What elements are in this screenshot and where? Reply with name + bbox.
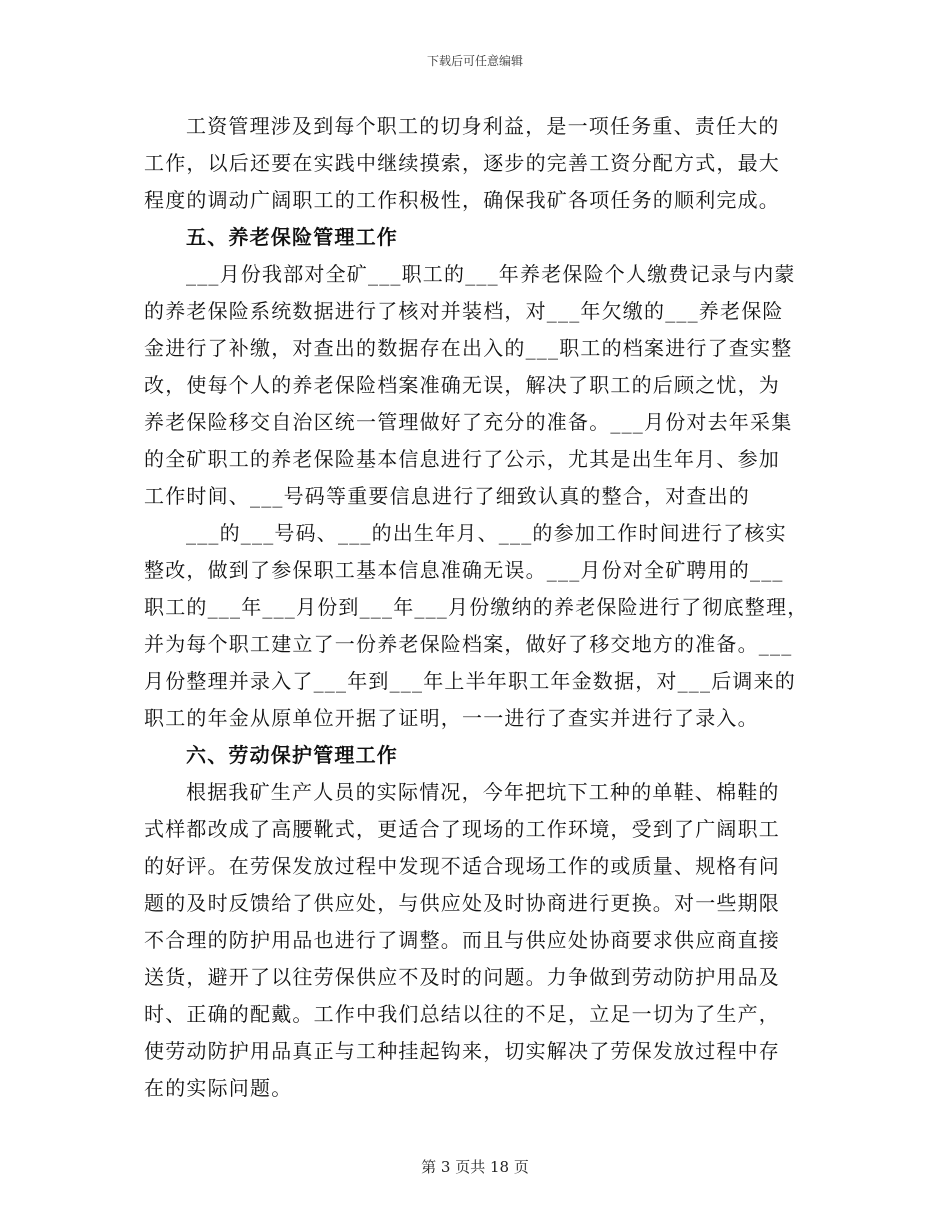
paragraph-line: 工作时间、___号码等重要信息进行了细致认真的整合，对查出的 — [144, 484, 750, 508]
page-number: 第 3 页共 18 页 — [421, 1158, 529, 1176]
paragraph-line: 改，使每个人的养老保险档案准确无误，解决了职工的后顾之忧，为 — [144, 373, 780, 397]
paragraph-line: 程度的调动广阔职工的工作积极性，确保我矿各项任务的顺利完成。 — [144, 188, 780, 212]
section-heading: 五、养老保险管理工作 — [186, 225, 398, 249]
paragraph-line: 金进行了补缴，对查出的数据存在出入的___职工的档案进行了查实整 — [144, 336, 793, 360]
paragraph-line: 工资管理涉及到每个职工的切身利益，是一项任务重、责任大的 — [186, 114, 780, 138]
page-header: 下载后可任意编辑 — [426, 54, 523, 68]
paragraph-line: 职工的___年___月份到___年___月份缴纳的养老保险进行了彻底整理， — [144, 595, 809, 619]
paragraph-line: 职工的年金从原单位开据了证明，一一进行了查实并进行了录入。 — [144, 706, 759, 730]
paragraph-line: 式样都改成了高腰靴式，更适合了现场的工作环境，受到了广阔职工 — [144, 817, 780, 841]
paragraph-line: 的好评。在劳保发放过程中发现不适合现场工作的或质量、规格有问 — [144, 854, 780, 878]
paragraph-line: 养老保险移交自治区统一管理做好了充分的准备。___月份对去年采集 — [144, 410, 793, 434]
section-heading: 六、劳动保护管理工作 — [186, 743, 398, 767]
paragraph-line: 在的实际问题。 — [144, 1076, 293, 1100]
paragraph-line: 工作，以后还要在实践中继续摸索，逐步的完善工资分配方式，最大 — [144, 151, 780, 175]
paragraph-line: ___月份我部对全矿___职工的___年养老保险个人缴费记录与内蒙 — [186, 262, 796, 286]
paragraph-line: 整改，做到了参保职工基本信息准确无误。___月份对全矿聘用的___ — [144, 558, 784, 582]
paragraph-line: 月份整理并录入了___年到___年上半年职工年金数据，对___后调来的 — [144, 669, 796, 693]
paragraph-line: 题的及时反馈给了供应处，与供应处及时协商进行更换。对一些期限 — [144, 891, 780, 915]
paragraph-line: 使劳动防护用品真正与工种挂起钩来，切实解决了劳保发放过程中存 — [144, 1039, 780, 1063]
paragraph-line: 并为每个职工建立了一份养老保险档案，做好了移交地方的准备。___ — [144, 632, 793, 656]
paragraph-line: 的全矿职工的养老保险基本信息进行了公示，尤其是出生年月、参加 — [144, 447, 780, 471]
paragraph-line: 时、正确的配戴。工作中我们总结以往的不足，立足一切为了生产， — [144, 1002, 780, 1026]
document-body — [144, 108, 809, 1107]
paragraph-line: 不合理的防护用品也进行了调整。而且与供应处协商要求供应商直接 — [144, 928, 780, 952]
paragraph-line: 的养老保险系统数据进行了核对并装档，对___年欠缴的___养老保险 — [144, 299, 784, 323]
paragraph-line: 送货，避开了以往劳保供应不及时的问题。力争做到劳动防护用品及 — [144, 965, 780, 989]
paragraph-line: 根据我矿生产人员的实际情况，今年把坑下工种的单鞋、棉鞋的 — [186, 780, 780, 804]
paragraph-line: ___的___号码、___的出生年月、___的参加工作时间进行了核实 — [186, 521, 787, 545]
